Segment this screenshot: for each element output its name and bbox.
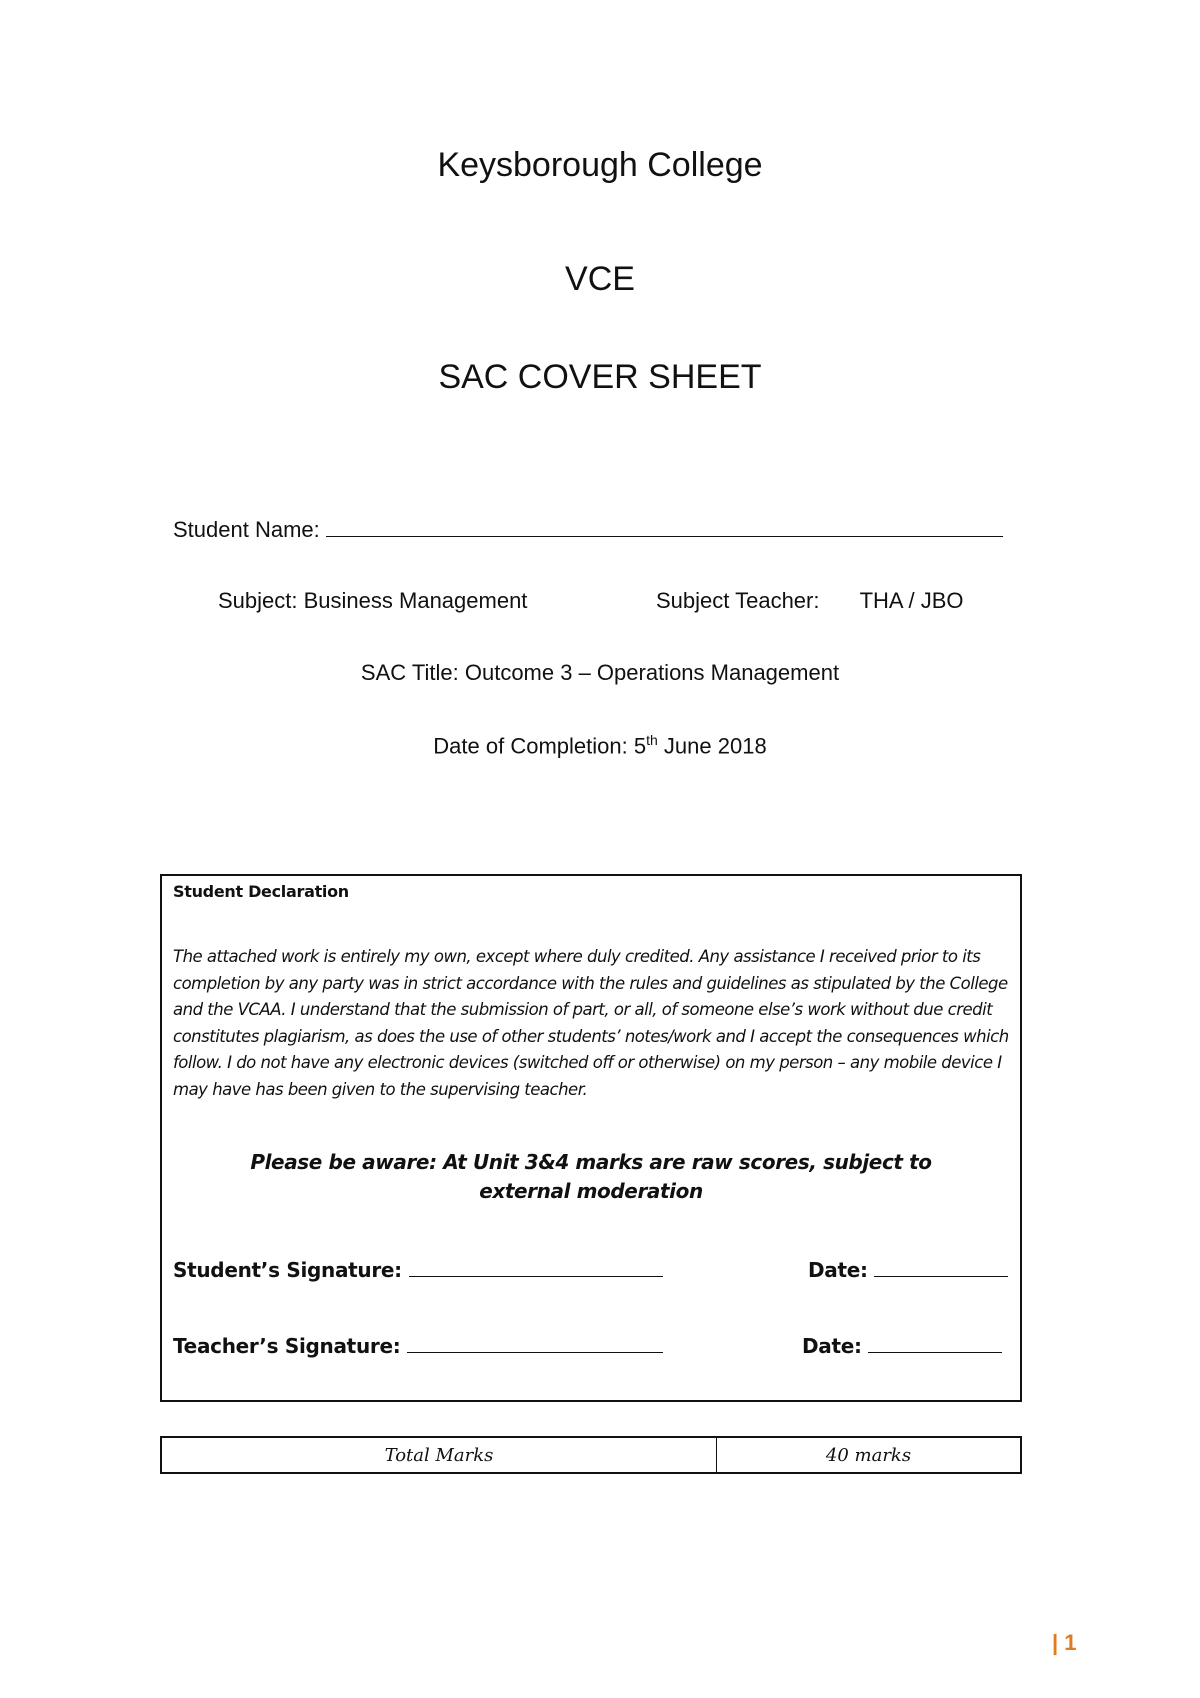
total-marks-label: Total Marks: [162, 1438, 717, 1472]
student-signature-row: [173, 1256, 663, 1282]
teacher-value: THA / JBO: [859, 588, 964, 613]
student-date-label: Date:: [808, 1258, 868, 1282]
student-name-label: Student Name:: [173, 517, 320, 542]
completion-date-day: 5: [633, 733, 647, 759]
declaration-heading: Student Declaration: [173, 882, 349, 901]
sac-title-value: Outcome 3 – Operations Management: [464, 660, 840, 685]
student-date-row: [808, 1256, 1008, 1282]
student-name-field[interactable]: [326, 516, 1003, 537]
completion-date-line: [0, 732, 1200, 759]
program-name: VCE: [565, 260, 635, 298]
teacher-signature-row: [173, 1332, 663, 1358]
student-declaration-box: [160, 874, 1022, 1402]
teacher-label: Subject Teacher:: [656, 588, 820, 613]
subject-value: Business Management: [303, 588, 528, 613]
declaration-body: The attached work is entirely my own, except where duly credited. Any assistance I received prior to its completion by any party was in strict accordance with the rules and guidelines as stipulated by the College and the VCAA. I understand that the submission of part, or all, of someone else’s work without due credit constitutes plagiarism, as does the use of other students’ notes/work and I accept the consequences which follow. I do not have any electronic devices (switched off or otherwise) on my person – any mobile device I may have has been given to the supervising teacher.: [173, 947, 1009, 1099]
subject-label: Subject:: [218, 588, 298, 613]
teacher-signature-field[interactable]: [407, 1332, 663, 1353]
teacher-signature-label: Teacher’s Signature:: [173, 1334, 401, 1358]
student-name-line: [173, 516, 1003, 543]
moderation-warning: [162, 1148, 1020, 1206]
subject-line: [218, 588, 527, 614]
total-marks-table: [160, 1436, 1022, 1474]
teacher-date-row: [802, 1332, 1002, 1358]
total-marks-value: 40 marks: [825, 1444, 912, 1466]
school-name: Keysborough College: [437, 146, 763, 184]
page-number: | 1: [1052, 1630, 1077, 1655]
moderation-warning-text: Please be aware: At Unit 3&4 marks are raw scores, subject to external moderation: [250, 1150, 932, 1203]
student-signature-label: Student’s Signature:: [173, 1258, 402, 1282]
completion-date-label: Date of Completion:: [433, 733, 628, 759]
completion-date-rest: June 2018: [663, 733, 767, 759]
teacher-date-field[interactable]: [868, 1332, 1002, 1353]
teacher-line: [656, 588, 964, 614]
teacher-date-label: Date:: [802, 1334, 862, 1358]
sac-title-label: SAC Title:: [360, 660, 459, 685]
student-signature-field[interactable]: [409, 1256, 663, 1277]
document-title: SAC COVER SHEET: [438, 358, 762, 396]
completion-date-suffix: th: [646, 732, 658, 748]
student-date-field[interactable]: [874, 1256, 1008, 1277]
sac-title-line: [0, 660, 1200, 686]
